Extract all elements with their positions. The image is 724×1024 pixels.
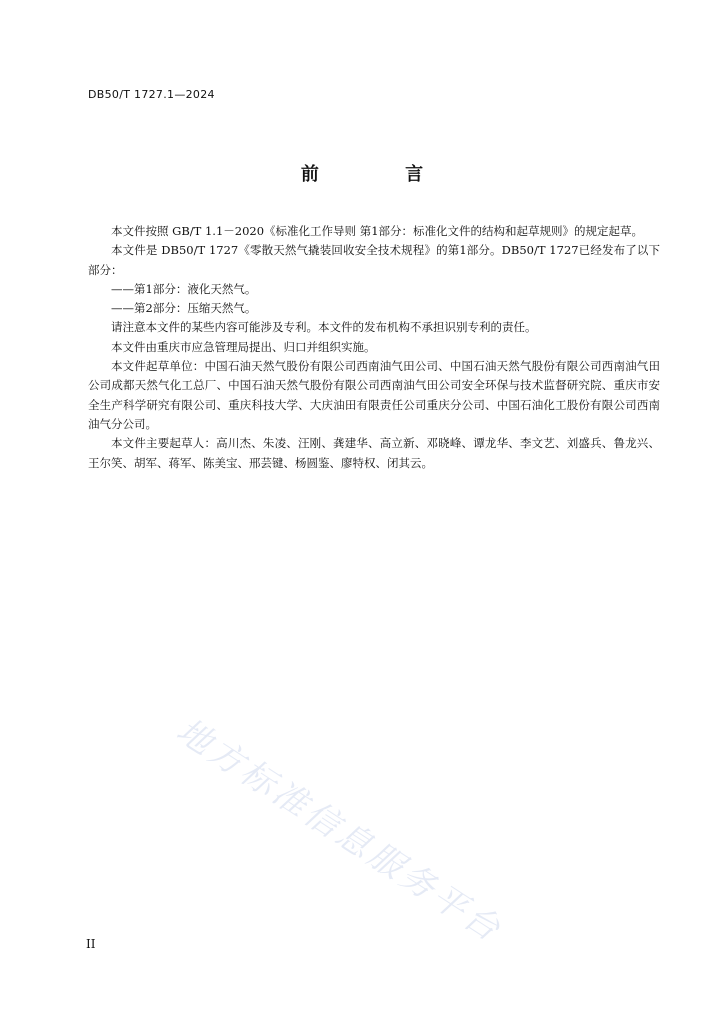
page-number: II xyxy=(86,937,96,951)
paragraph-part-description: 本文件是 DB50/T 1727《零散天然气撬装回收安全技术规程》的第1部分。DB50/T 1727已经发布了以下部分： xyxy=(88,243,660,277)
paragraph-drafting-units: 本文件起草单位：中国石油天然气股份有限公司西南油气田公司、中国石油天然气股份有限公司西南油气田公司成都天然气化工总厂、中国石油天然气股份有限公司西南油气田公司安全环保与技术监督研究院、重庆市安全生产科学研究有限公司、重庆科技大学、大庆油田有限责任公司重庆分公司、中国石油化工股份有限公司西南油气分公司。 xyxy=(88,359,660,431)
paragraph-drafting-rules: 本文件按照 GB/T 1.1－2020《标准化工作导则 第1部分：标准化文件的结构和起草规则》的规定起草。 xyxy=(111,224,644,238)
document-code: DB50/T 1727.1—2024 xyxy=(88,88,215,101)
section-title xyxy=(0,160,724,186)
paragraph-patent-notice: 请注意本文件的某些内容可能涉及专利。本文件的发布机构不承担识别专利的责任。 xyxy=(111,320,537,335)
list-item-part-1: ——第1部分：液化天然气。 xyxy=(111,281,257,296)
watermark-text: 地方标准信息服务平台 xyxy=(169,710,510,952)
paragraph-proposer: 本文件由重庆市应急管理局提出、归口并组织实施。 xyxy=(111,339,376,354)
section-title-text: 前 言 xyxy=(300,164,464,185)
foreword-body xyxy=(88,222,660,473)
list-item-part-2: ——第2部分：压缩天然气。 xyxy=(111,301,257,316)
paragraph-drafters: 本文件主要起草人：高川杰、朱凌、汪刚、龚建华、高立新、邓晓峰、谭龙华、李文艺、刘盛兵、鲁龙兴、王尔笑、胡军、蒋军、陈美宝、邢芸键、杨圆鉴、廖特权、闭其云。 xyxy=(88,436,660,470)
